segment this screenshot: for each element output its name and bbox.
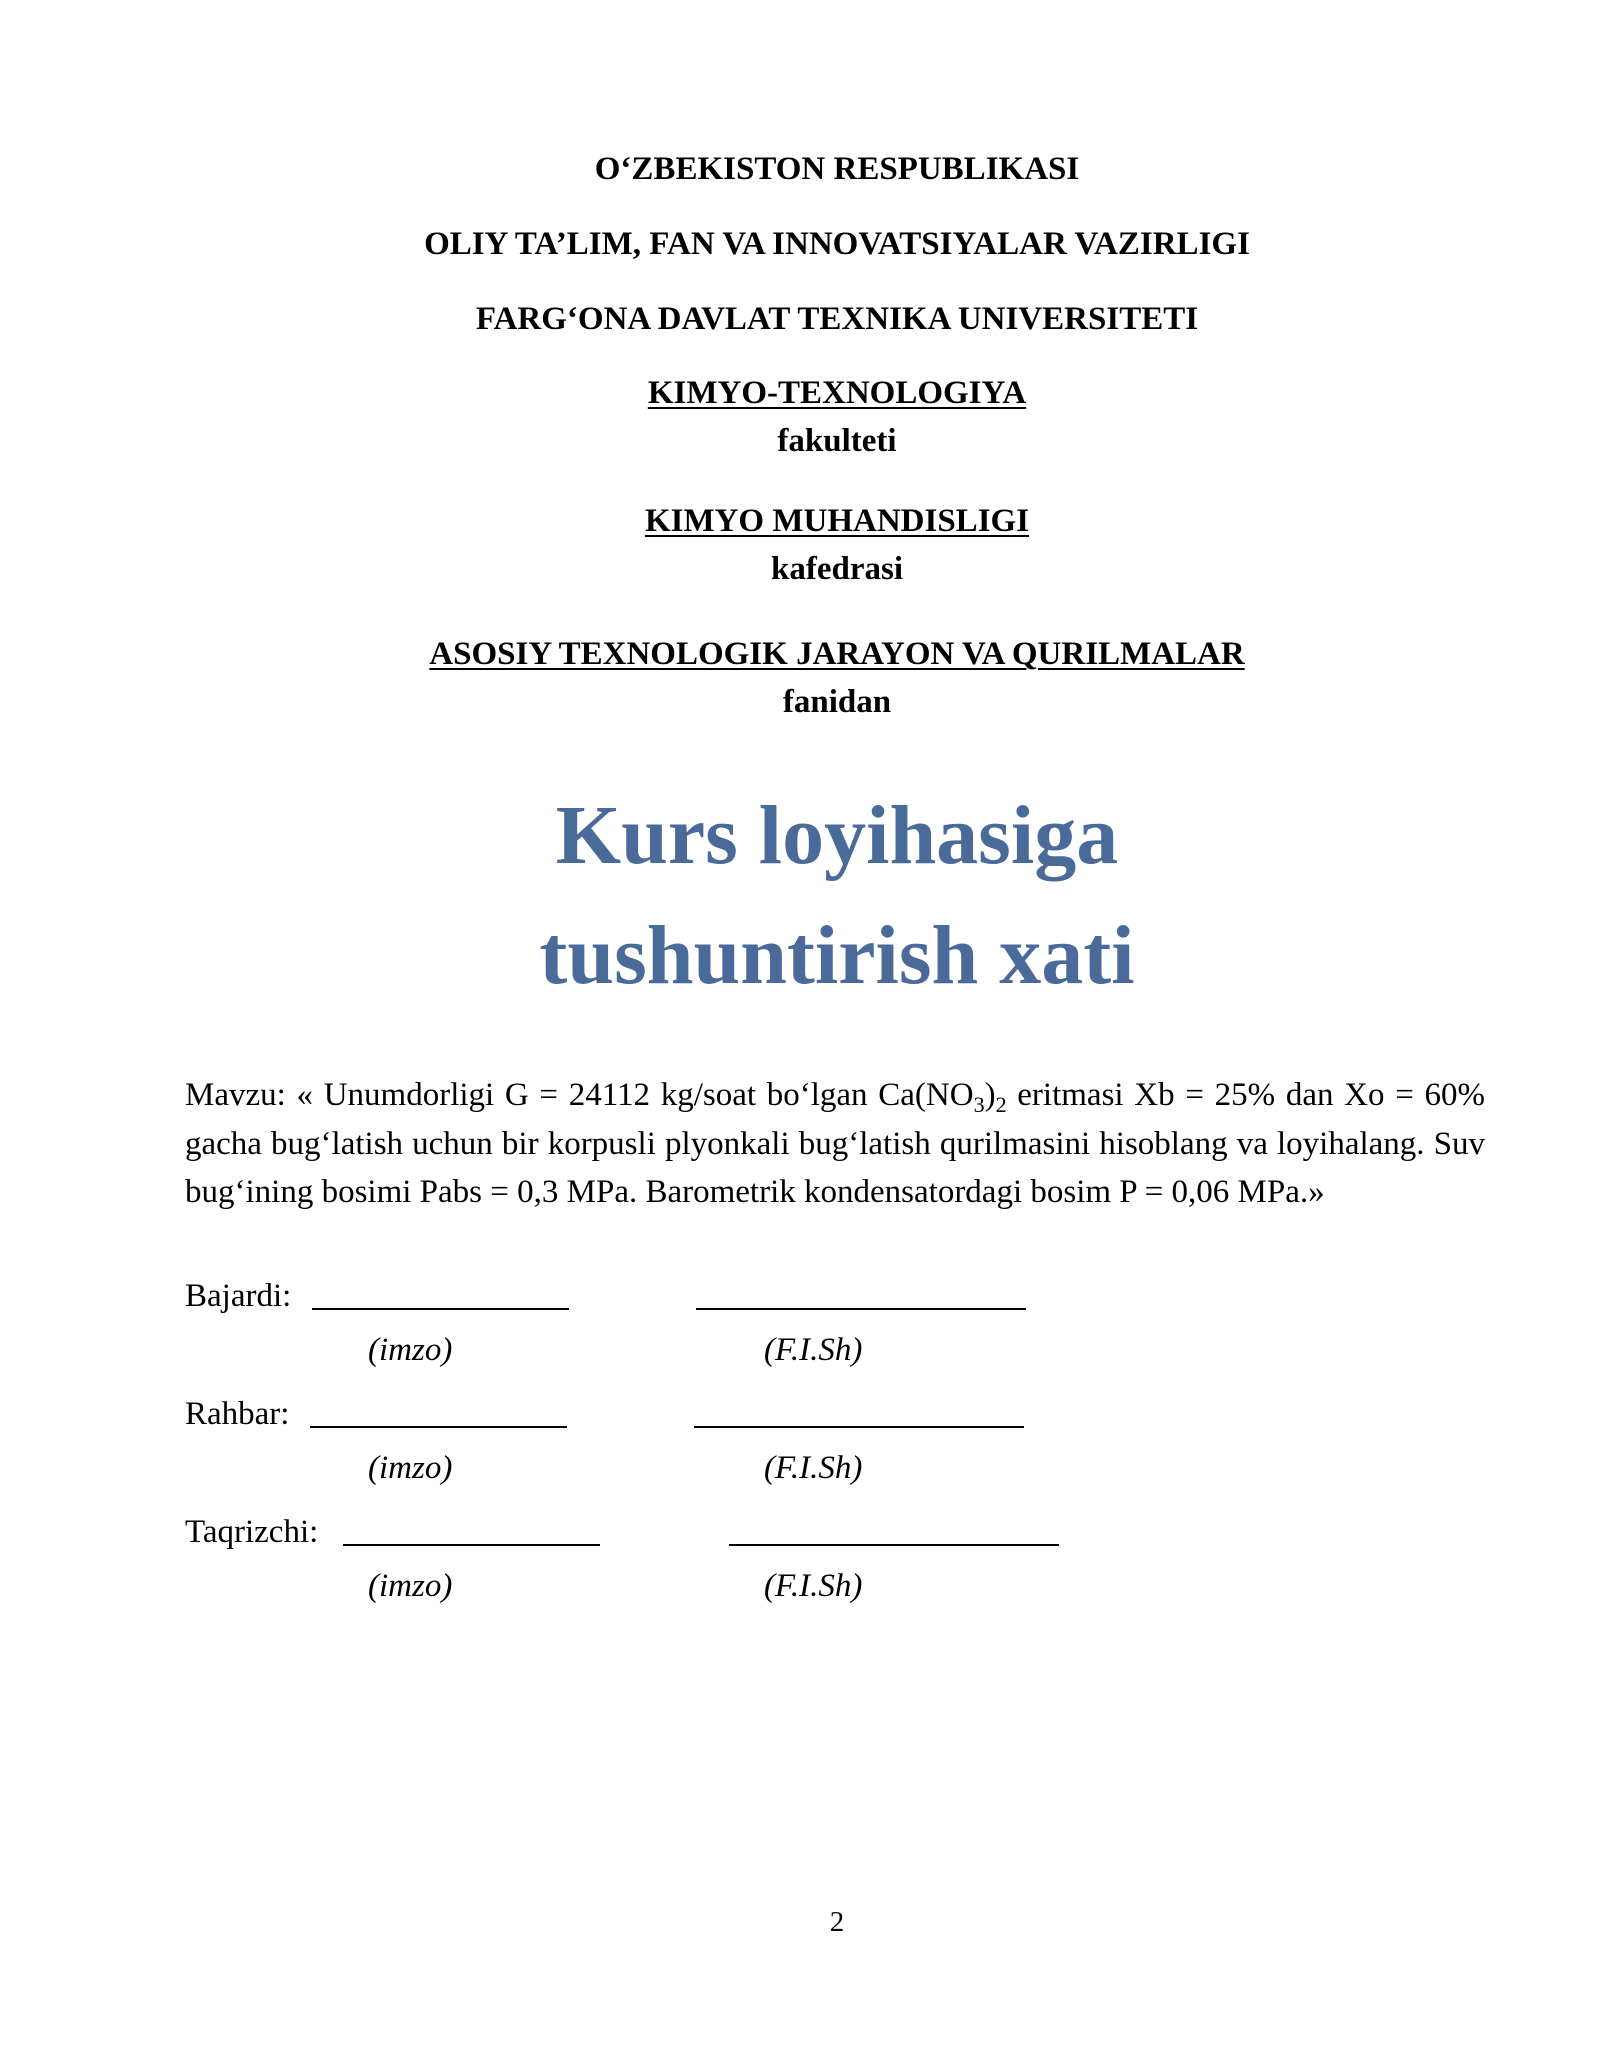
signature-line[interactable] bbox=[310, 1426, 567, 1428]
signature-label-rahbar: Rahbar: bbox=[185, 1396, 290, 1432]
document-title-line2: tushuntirish xati bbox=[539, 909, 1135, 1002]
name-caption: (F.I.Sh) bbox=[764, 1450, 863, 1486]
header-republic: O‘ZBEKISTON RESPUBLIKASI bbox=[594, 151, 1080, 187]
header-university: FARG‘ONA DAVLAT TEXNIKA UNIVERSITETI bbox=[475, 301, 1199, 337]
subject-name bbox=[0, 634, 1600, 674]
signature-caption: (imzo) bbox=[368, 1450, 453, 1486]
topic-text-3: eritmasi Xb = 25% dan Xo = 60% gacha bug‘latish uchun bir korpusli plyonkali bug‘latish qurilmasini hisoblang va loyihalang. Suv bug‘ining bosimi Pabs = 0,3 MPa. Barometrik kondensatordagi bosim P = 0,06 MPa.» bbox=[185, 1077, 1485, 1210]
signature-line[interactable] bbox=[343, 1544, 600, 1546]
name-line[interactable] bbox=[694, 1426, 1024, 1428]
signature-label-bajardi: Bajardi: bbox=[185, 1278, 292, 1314]
signature-caption: (imzo) bbox=[368, 1332, 453, 1368]
topic-text-1: Mavzu: « Unumdorligi G = 24112 kg/soat bo‘lgan Ca(NO bbox=[185, 1077, 974, 1113]
name-caption: (F.I.Sh) bbox=[764, 1332, 863, 1368]
topic-paragraph bbox=[185, 1071, 1485, 1217]
topic-text-2: ) bbox=[984, 1077, 996, 1113]
name-line[interactable] bbox=[696, 1308, 1026, 1310]
signature-label-taqrizchi: Taqrizchi: bbox=[185, 1514, 319, 1550]
subject-name-text: ASOSIY TEXNOLOGIK JARAYON VA QURILMALAR bbox=[429, 636, 1245, 672]
header-ministry: OLIY TA’LIM, FAN VA INNOVATSIYALAR VAZIRLIGI bbox=[424, 226, 1250, 262]
page-number: 2 bbox=[829, 1906, 845, 1938]
name-line[interactable] bbox=[729, 1544, 1059, 1546]
topic-subscript-2: 2 bbox=[995, 1092, 1007, 1117]
department-name bbox=[0, 501, 1600, 541]
signature-line[interactable] bbox=[312, 1308, 569, 1310]
faculty-name bbox=[0, 373, 1600, 413]
department-name-text: KIMYO MUHANDISLIGI bbox=[644, 503, 1030, 539]
signature-caption: (imzo) bbox=[368, 1568, 453, 1604]
topic-subscript-1: 3 bbox=[973, 1092, 985, 1117]
subject-label: fanidan bbox=[782, 684, 892, 720]
document-title-line1: Kurs loyihasiga bbox=[555, 789, 1119, 882]
name-caption: (F.I.Sh) bbox=[764, 1568, 863, 1604]
department-label: kafedrasi bbox=[771, 551, 903, 587]
faculty-label: fakulteti bbox=[777, 423, 897, 459]
faculty-name-text: KIMYO-TEXNOLOGIYA bbox=[647, 375, 1027, 411]
